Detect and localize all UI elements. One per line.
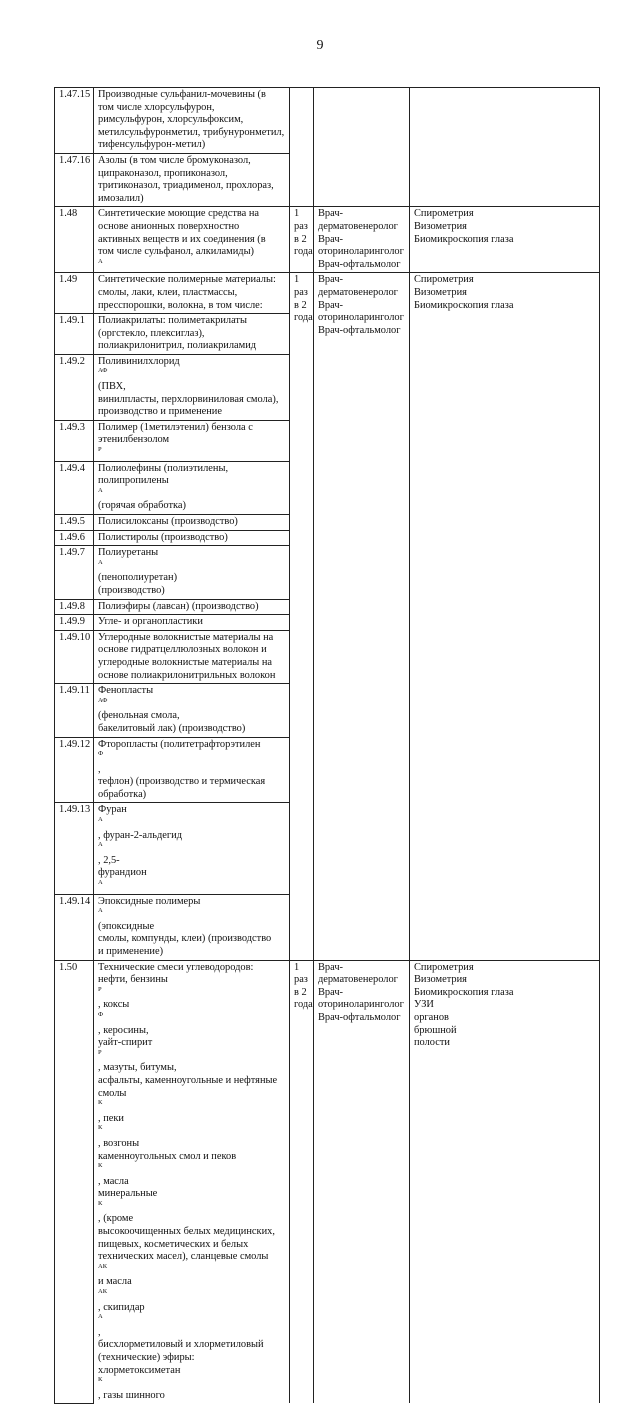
item-description: Производные сульфанил-мочевины (в том числе хлорсульфурон, римсульфурон, хлорсульфоксим, метилсульфуронметил, трибунуронметил, тифенсульфурон-метил) xyxy=(94,88,290,154)
item-code: 1.49.5 xyxy=(55,515,94,531)
item-code: 1.49 xyxy=(55,273,94,314)
item-code: 1.49.11 xyxy=(55,684,94,737)
item-description: Азолы (в том числе бромуконазол, ципраконазол, пропиконазол, тритиконазол, триадименол, прохлораз, имозалил) xyxy=(94,153,290,206)
item-description: Полиуретаны $^А$ (пенополиуретан) (производство) xyxy=(94,546,290,599)
exams-cell: Спирометрия Визометрия Биомикроскопия глаза xyxy=(410,273,600,960)
frequency-cell xyxy=(290,88,314,207)
page-number: 9 xyxy=(316,38,324,53)
frequency-cell: 1 раз в 2 года xyxy=(290,273,314,960)
item-code: 1.49.7 xyxy=(55,546,94,599)
hazard-table xyxy=(54,87,600,1404)
exams-cell: Спирометрия Визометрия Биомикроскопия глаза УЗИ органов брюшной полости xyxy=(410,960,600,1403)
item-description: Фуран $^А$ , фуран-2-альдегид $^А$ , 2,5- фурандион $^А$ xyxy=(94,803,290,894)
exams-cell: Спирометрия Визометрия Биомикроскопия глаза xyxy=(410,207,600,273)
item-description: Угле- и органопластики xyxy=(94,615,290,631)
item-description: Технические смеси углеводородов: нефти, бензины $^Р$ , коксы $^Ф$ , керосины, уайт-спирит $^Р$ , мазуты, битумы, асфальты, каменноугольные и нефтяные смолы $^К$ , пеки $^К$ , возгоны каменноугольных смол и пеков $^К$ , масла минеральные $^К$ , (кроме высокоочищенных белых медицинских, пищевых, косметических и белых технических масел), сланцевые смолы $^{АК}$ и масла $^{АК}$ , скипидар $^А$ , бисхлорметиловый и хлорметиловый (технические) эфиры: хлорметоксиметан $^К$ , газы шинного xyxy=(94,960,290,1403)
table-row xyxy=(55,207,600,273)
item-code: 1.49.8 xyxy=(55,599,94,615)
item-code: 1.49.13 xyxy=(55,803,94,894)
exams-cell xyxy=(410,88,600,207)
item-code: 1.49.1 xyxy=(55,314,94,355)
item-description: Синтетические моющие средства на основе анионных поверхностно активных веществ и их соединения (в том числе сульфанол, алкиламиды) $^А$ xyxy=(94,207,290,273)
table-row xyxy=(55,88,600,154)
doctors-cell: Врач- дерматовенеролог Врач- оториноларинголог Врач-офтальмолог xyxy=(314,273,410,960)
item-description: Фторопласты (политетрафторэтилен $^Ф$ , тефлон) (производство и термическая обработка) xyxy=(94,737,290,803)
doctors-cell: Врач- дерматовенеролог Врач- оториноларинголог Врач-офтальмолог xyxy=(314,207,410,273)
item-code: 1.48 xyxy=(55,207,94,273)
item-code: 1.49.6 xyxy=(55,530,94,546)
doctors-cell xyxy=(314,88,410,207)
frequency-cell: 1 раз в 2 года xyxy=(290,207,314,273)
item-code: 1.49.4 xyxy=(55,461,94,514)
item-description: Фенопласты $^{АФ}$ (фенольная смола, бакелитовый лак) (производство) xyxy=(94,684,290,737)
item-code: 1.49.14 xyxy=(55,894,94,960)
table-row xyxy=(55,960,600,1403)
table-row xyxy=(55,273,600,314)
item-description: Полиэфиры (лавсан) (производство) xyxy=(94,599,290,615)
item-code: 1.49.12 xyxy=(55,737,94,803)
item-description: Полисилоксаны (производство) xyxy=(94,515,290,531)
item-code: 1.49.3 xyxy=(55,420,94,461)
item-description: Синтетические полимерные материалы: смолы, лаки, клеи, пластмассы, пресспорошки, волокна, в том числе: xyxy=(94,273,290,314)
item-code: 1.49.2 xyxy=(55,354,94,420)
item-description: Полиолефины (полиэтилены, полипропилены $^А$ (горячая обработка) xyxy=(94,461,290,514)
frequency-cell: 1 раз в 2 года xyxy=(290,960,314,1403)
item-code: 1.47.15 xyxy=(55,88,94,154)
item-code: 1.47.16 xyxy=(55,153,94,206)
item-code: 1.50 xyxy=(55,960,94,1403)
item-description: Полистиролы (производство) xyxy=(94,530,290,546)
item-description: Поливинилхлорид $^{АФ}$ (ПВХ, винилпласты, перхлорвиниловая смола), производство и применение xyxy=(94,354,290,420)
item-code: 1.49.9 xyxy=(55,615,94,631)
item-description: Углеродные волокнистые материалы на основе гидратцеллюлозных волокон и углеродные волокнистые материалы на основе полиакрилонитрильных волокон xyxy=(94,630,290,683)
item-description: Полиакрилаты: полиметакрилаты (оргстекло, плексиглаз), полиакрилонитрил, полиакриламид xyxy=(94,314,290,355)
item-code: 1.49.10 xyxy=(55,630,94,683)
item-description: Эпоксидные полимеры $^А$ (эпоксидные смолы, компунды, клеи) (производство и применение) xyxy=(94,894,290,960)
item-description: Полимер (1метилэтенил) бензола с этенилбензолом $^Р$ xyxy=(94,420,290,461)
doctors-cell: Врач- дерматовенеролог Врач- оториноларинголог Врач-офтальмолог xyxy=(314,960,410,1403)
